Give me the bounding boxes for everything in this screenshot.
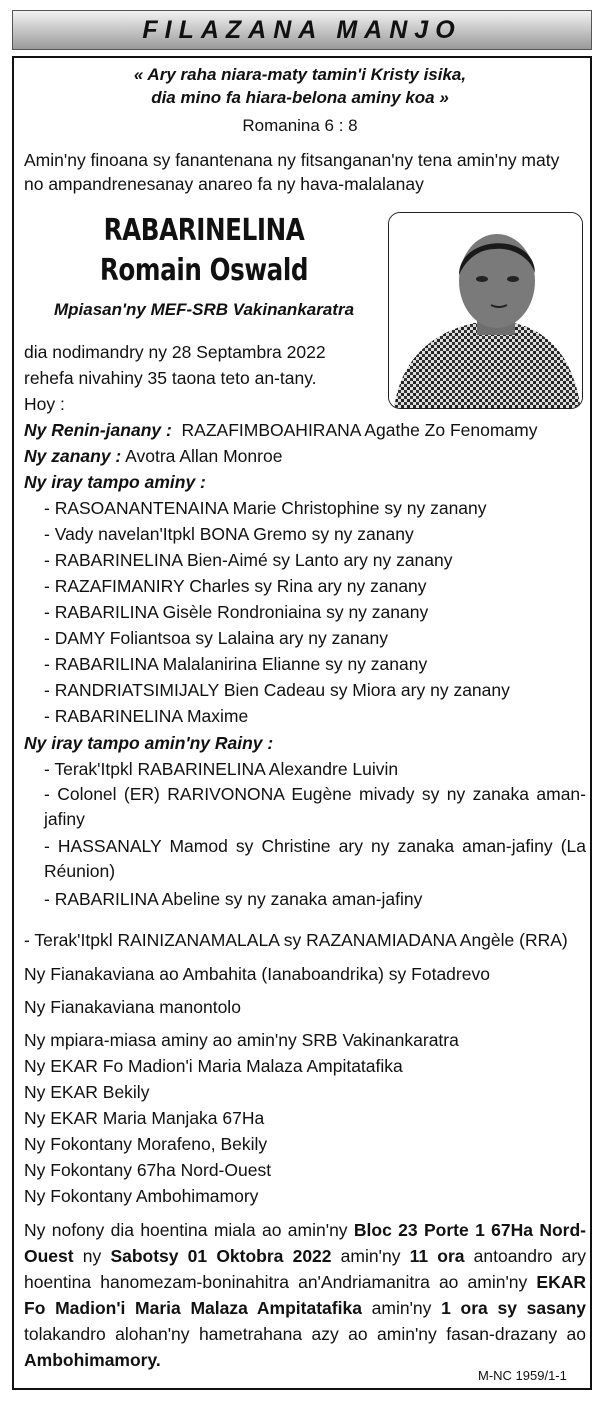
mother-label: Ny Renin-janany :	[24, 420, 172, 440]
bible-verse	[0, 63, 600, 109]
father-siblings-label: Ny iray tampo amin'ny Rainy :	[24, 733, 274, 753]
age-line: rehefa nivahiny 35 taona teto an-tany.	[24, 368, 317, 388]
funeral-text-4: antoandro ary hoentina hanomezam-boninahitra an'Andriamanitra ao amin'ny	[24, 1246, 586, 1292]
list-item: - RAZAFIMANIRY Charles sy Rina ary ny zanany	[44, 576, 427, 596]
mother-line	[24, 418, 538, 442]
list-item: - RABARINELINA Maxime	[44, 706, 249, 726]
list-item: - Colonel (ER) RARIVONONA Eugène mivady sy ny zanaka aman-jafiny	[44, 784, 586, 829]
list-item: - RANDRIATSIMIJALY Bien Cadeau sy Miora ary ny zanany	[44, 680, 510, 700]
funeral-location-1: Bloc 23 Porte 1 67Ha Nord-Ouest	[24, 1220, 586, 1266]
hoy-label: Hoy :	[24, 394, 65, 414]
funeral-text-5: amin'ny	[361, 1298, 442, 1318]
header-banner	[12, 10, 592, 50]
death-date-line: dia nodimandry ny 28 Septambra 2022	[24, 342, 326, 362]
list-item: - RABARILINA Malalanirina Elianne sy ny zanany	[44, 654, 428, 674]
list-item: Ny EKAR Maria Manjaka 67Ha	[24, 1108, 265, 1128]
list-item: - RASOANANTENAINA Marie Christophine sy ny zanany	[44, 498, 487, 518]
funeral-details	[24, 1217, 586, 1373]
child-label: Ny zanany :	[24, 446, 122, 466]
list-item: Ny Fokontany Morafeno, Bekily	[24, 1134, 268, 1154]
funeral-text-3: amin'ny	[331, 1246, 410, 1266]
list-item: Ny EKAR Fo Madion'i Maria Malaza Ampitatafika	[24, 1056, 403, 1076]
funeral-date: Sabotsy 01 Oktobra 2022	[110, 1246, 332, 1266]
list-item: - RABARINELINA Bien-Aimé sy Lanto ary ny zanany	[44, 550, 453, 570]
siblings-label: Ny iray tampo aminy :	[24, 472, 206, 492]
list-item: - HASSANALY Mamod sy Christine ary ny zanaka aman-jafiny (La Réunion)	[44, 836, 586, 881]
list-item: - RABARILINA Abeline sy ny zanaka aman-jafiny	[44, 889, 423, 909]
verse-line-1: « Ary raha niara-maty tamin'i Kristy isika,	[133, 65, 467, 84]
list-item: - RABARILINA Gisèle Rondroniaina sy ny zanany	[44, 602, 429, 622]
funeral-text-6: tolakandro alohan'ny hametrahana azy ao amin'ny fasan-drazany ao	[24, 1324, 586, 1344]
list-item: Ny mpiara-miasa aminy ao amin'ny SRB Vakinankaratra	[24, 1030, 459, 1050]
deceased-given-names: Romain Oswald	[99, 253, 309, 288]
funeral-text-1: Ny nofony dia hoentina miala ao amin'ny	[24, 1220, 354, 1240]
list-item: Ny Fokontany Ambohimamory	[24, 1186, 259, 1206]
header-title: FILAZANA MANJO	[142, 15, 462, 44]
funeral-time-1: 11 ora	[409, 1246, 465, 1266]
funeral-time-2: 1 ora sy sasany	[441, 1298, 587, 1318]
intro-line-1: Amin'ny finoana sy fanantenana ny fitsanganan'ny tena amin'ny maty	[24, 150, 560, 170]
list-item: Ny Fokontany 67ha Nord-Ouest	[24, 1160, 272, 1180]
family-line-2: Ny Fianakaviana manontolo	[24, 997, 241, 1017]
child-value: Avotra Allan Monroe	[125, 446, 283, 466]
funeral-location-2: EKAR Fo Madion'i Maria Malaza Ampitatafika	[24, 1272, 586, 1318]
deceased-surname: RABARINELINA	[103, 213, 305, 248]
list-item: - Vady navelan'Itpkl BONA Gremo sy ny zanany	[44, 524, 414, 544]
list-item: - DAMY Foliantsoa sy Lalaina ary ny zanany	[44, 628, 389, 648]
list-item: - Terak'Itpkl RABARINELINA Alexandre Luivin	[44, 759, 399, 779]
verse-reference: Romanina 6 : 8	[242, 116, 358, 135]
mother-value: RAZAFIMBOAHIRANA Agathe Zo Fenomamy	[181, 420, 538, 440]
funeral-text-2: ny	[73, 1246, 111, 1266]
deceased-portrait	[388, 212, 583, 409]
intro-line-2: no ampandrenesanay anareo fa ny hava-malalanay	[24, 174, 424, 194]
grandparents-line: - Terak'Itpkl RAINIZANAMALALA sy RAZANAMIADANA Angèle (RRA)	[24, 930, 568, 950]
family-line-1: Ny Fianakaviana ao Ambahita (Ianaboandrika) sy Fotadrevo	[24, 964, 490, 984]
list-item: Ny EKAR Bekily	[24, 1082, 150, 1102]
intro-text	[24, 148, 580, 196]
burial-place: Ambohimamory.	[24, 1350, 161, 1370]
child-line	[24, 444, 282, 468]
verse-line-2: dia mino fa hiara-belona aminy koa »	[151, 88, 449, 107]
deceased-role: Mpiasan'ny MEF-SRB Vakinankaratra	[53, 300, 355, 319]
reference-code: M-NC 1959/1-1	[478, 1368, 567, 1383]
